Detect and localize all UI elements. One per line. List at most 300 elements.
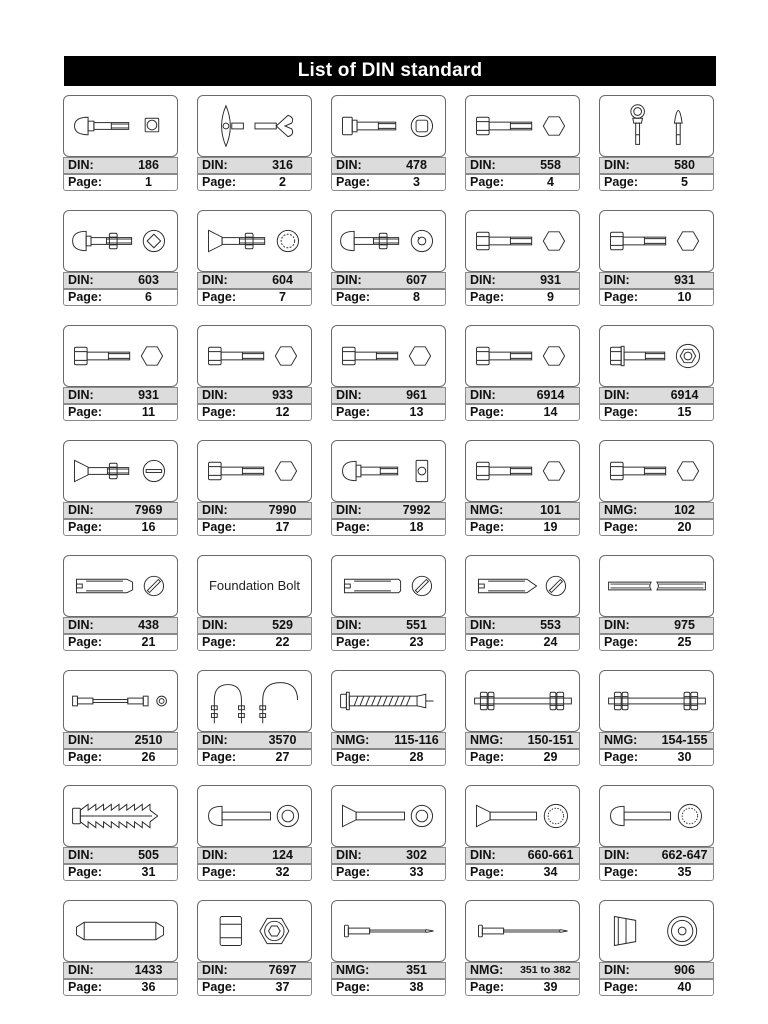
standard-number: 7990 bbox=[268, 503, 297, 517]
standard-row bbox=[599, 732, 714, 749]
wing-screw-icon bbox=[198, 96, 311, 156]
page-number: 22 bbox=[275, 635, 290, 649]
carriage-bolt-icon bbox=[64, 96, 177, 156]
page-number: 13 bbox=[409, 405, 424, 419]
hex-nut-icon bbox=[198, 901, 311, 961]
catalog-card bbox=[599, 785, 714, 881]
standard-number: 580 bbox=[674, 158, 695, 172]
page-row bbox=[465, 979, 580, 996]
illustration-box bbox=[331, 95, 446, 157]
illustration-box bbox=[599, 785, 714, 847]
pin-icon bbox=[64, 901, 177, 961]
standard-row bbox=[331, 962, 446, 979]
page-number: 29 bbox=[543, 750, 558, 764]
page-label: Page: bbox=[336, 635, 371, 649]
standard-number: 551 bbox=[406, 618, 427, 632]
standard-number: 154-155 bbox=[661, 733, 708, 747]
standard-number: 906 bbox=[674, 963, 695, 977]
catalog-card bbox=[331, 670, 446, 766]
page-label: Page: bbox=[68, 290, 103, 304]
illustration-box bbox=[331, 555, 446, 617]
sleeve-anchor-icon bbox=[332, 671, 445, 731]
standard-label: DIN: bbox=[68, 733, 94, 747]
page-row bbox=[63, 634, 178, 651]
illustration-box bbox=[599, 325, 714, 387]
illustration-box bbox=[599, 95, 714, 157]
illustration-box bbox=[599, 210, 714, 272]
page-label: Page: bbox=[336, 520, 371, 534]
standard-row bbox=[197, 387, 312, 404]
standard-label: DIN: bbox=[336, 618, 362, 632]
catalog-card bbox=[197, 325, 312, 421]
illustration-box bbox=[465, 670, 580, 732]
page-label: Page: bbox=[604, 865, 639, 879]
page-row bbox=[331, 174, 446, 191]
standard-label: DIN: bbox=[336, 388, 362, 402]
catalog-card bbox=[331, 555, 446, 651]
page-row bbox=[197, 519, 312, 536]
page-row bbox=[197, 979, 312, 996]
standard-label: NMG: bbox=[470, 733, 504, 747]
standard-number: 553 bbox=[540, 618, 561, 632]
page-row bbox=[599, 634, 714, 651]
illustration-box bbox=[331, 440, 446, 502]
standard-row bbox=[331, 157, 446, 174]
illustration-box bbox=[63, 440, 178, 502]
illustration-box bbox=[197, 440, 312, 502]
standard-row bbox=[599, 502, 714, 519]
catalog-card bbox=[63, 440, 178, 536]
slotted-set-screw-cone-icon bbox=[466, 556, 579, 616]
standard-number: 478 bbox=[406, 158, 427, 172]
standard-row bbox=[465, 387, 580, 404]
standard-label: DIN: bbox=[202, 963, 228, 977]
illustration-box bbox=[465, 555, 580, 617]
standard-label: DIN: bbox=[202, 618, 228, 632]
illustration-box bbox=[331, 325, 446, 387]
reduced-shank-stud-icon bbox=[64, 671, 177, 731]
hex-bolt-icon bbox=[198, 441, 311, 501]
page-label: Page: bbox=[470, 290, 505, 304]
standard-number: 1433 bbox=[134, 963, 163, 977]
catalog-card bbox=[465, 210, 580, 306]
standard-row bbox=[465, 157, 580, 174]
countersunk-rivet-icon bbox=[332, 786, 445, 846]
standard-row bbox=[197, 962, 312, 979]
standard-number: 933 bbox=[272, 388, 293, 402]
page-number: 21 bbox=[141, 635, 156, 649]
standard-number: 115-116 bbox=[394, 733, 439, 747]
standard-row bbox=[331, 502, 446, 519]
standard-number: 603 bbox=[138, 273, 159, 287]
page-number: 35 bbox=[677, 865, 692, 879]
standard-row bbox=[197, 617, 312, 634]
page-row bbox=[197, 864, 312, 881]
standard-row bbox=[197, 732, 312, 749]
standard-label: NMG: bbox=[470, 503, 504, 517]
hex-bolt-washer-icon bbox=[600, 326, 713, 386]
standard-row bbox=[63, 617, 178, 634]
page-number: 8 bbox=[413, 290, 420, 304]
illustration-box bbox=[63, 900, 178, 962]
standard-row bbox=[465, 502, 580, 519]
page-title: List of DIN standard bbox=[64, 56, 716, 86]
eye-bolt-icon bbox=[600, 96, 713, 156]
illustration-box bbox=[197, 95, 312, 157]
page-label: Page: bbox=[202, 290, 237, 304]
illustration-box bbox=[599, 670, 714, 732]
page-number: 37 bbox=[275, 980, 290, 994]
standard-number: 975 bbox=[674, 618, 695, 632]
standard-number: 7992 bbox=[402, 503, 431, 517]
standard-label: DIN: bbox=[604, 388, 630, 402]
page-row bbox=[465, 519, 580, 536]
page-label: Page: bbox=[470, 865, 505, 879]
illustration-box bbox=[465, 785, 580, 847]
square-head-bolt-icon bbox=[332, 96, 445, 156]
page-row bbox=[599, 289, 714, 306]
catalog-card bbox=[331, 95, 446, 191]
page-row bbox=[465, 864, 580, 881]
illustration-box bbox=[197, 785, 312, 847]
page-number: 1 bbox=[145, 175, 152, 189]
illustration-box bbox=[197, 210, 312, 272]
standard-number: 101 bbox=[540, 503, 561, 517]
page-row bbox=[331, 864, 446, 881]
illustration-box bbox=[197, 555, 312, 617]
standard-number: 6914 bbox=[536, 388, 565, 402]
illustration-box bbox=[331, 210, 446, 272]
round-head-rivet-dotted-icon bbox=[600, 786, 713, 846]
standard-label: DIN: bbox=[604, 158, 630, 172]
catalog-card bbox=[63, 785, 178, 881]
page-label: Page: bbox=[604, 980, 639, 994]
standard-label: DIN: bbox=[202, 733, 228, 747]
standard-number: 505 bbox=[138, 848, 159, 862]
page-number: 40 bbox=[677, 980, 692, 994]
slotted-set-screw-flat-icon bbox=[332, 556, 445, 616]
standard-label: DIN: bbox=[604, 848, 630, 862]
page-number: 33 bbox=[409, 865, 424, 879]
catalog-card bbox=[465, 900, 580, 996]
standard-label: NMG: bbox=[470, 963, 504, 977]
page-label: Page: bbox=[202, 635, 237, 649]
page-number: 7 bbox=[279, 290, 286, 304]
page-number: 39 bbox=[543, 980, 558, 994]
standard-row bbox=[331, 387, 446, 404]
catalog-card bbox=[331, 325, 446, 421]
standard-label: NMG: bbox=[336, 963, 370, 977]
page-label: Page: bbox=[336, 405, 371, 419]
page-label: Page: bbox=[470, 635, 505, 649]
page-label: Page: bbox=[202, 865, 237, 879]
illustration-box bbox=[599, 440, 714, 502]
standard-row bbox=[599, 617, 714, 634]
page-number: 20 bbox=[677, 520, 692, 534]
standard-label: DIN: bbox=[68, 963, 94, 977]
illustration-box bbox=[465, 440, 580, 502]
page-label: Page: bbox=[470, 520, 505, 534]
page-label: Page: bbox=[470, 175, 505, 189]
standard-number: 931 bbox=[138, 388, 159, 402]
page-row bbox=[197, 289, 312, 306]
page-number: 4 bbox=[547, 175, 554, 189]
catalog-card bbox=[599, 325, 714, 421]
page-number: 31 bbox=[141, 865, 156, 879]
standard-row bbox=[63, 962, 178, 979]
page-label: Page: bbox=[68, 520, 103, 534]
page-row bbox=[599, 749, 714, 766]
standard-label: DIN: bbox=[336, 503, 362, 517]
standard-row bbox=[331, 847, 446, 864]
hex-bolt-icon bbox=[600, 211, 713, 271]
standard-row bbox=[63, 847, 178, 864]
standard-number: 529 bbox=[272, 618, 293, 632]
standard-label: DIN: bbox=[202, 503, 228, 517]
standard-number: 662-647 bbox=[661, 848, 708, 862]
catalog-card bbox=[599, 670, 714, 766]
standard-number: 6914 bbox=[670, 388, 699, 402]
standard-row bbox=[63, 272, 178, 289]
countersunk-nib-bolt-nut-icon bbox=[198, 211, 311, 271]
standard-number: 351 to 382 bbox=[520, 964, 571, 976]
standard-label: DIN: bbox=[336, 273, 362, 287]
u-bolt-icon bbox=[198, 671, 311, 731]
page-row bbox=[197, 174, 312, 191]
standard-label: DIN: bbox=[336, 848, 362, 862]
standard-row bbox=[465, 732, 580, 749]
standard-number: 438 bbox=[138, 618, 159, 632]
illustration-box bbox=[197, 325, 312, 387]
illustration-box bbox=[63, 325, 178, 387]
catalog-card bbox=[197, 95, 312, 191]
illustration-box bbox=[63, 210, 178, 272]
catalog-card bbox=[599, 210, 714, 306]
page-number: 26 bbox=[141, 750, 156, 764]
page-number: 6 bbox=[145, 290, 152, 304]
page-number: 30 bbox=[677, 750, 692, 764]
blind-rivet-icon bbox=[466, 901, 579, 961]
hex-bolt-icon bbox=[600, 441, 713, 501]
standard-label: DIN: bbox=[68, 388, 94, 402]
page-row bbox=[63, 519, 178, 536]
page-label: Page: bbox=[604, 405, 639, 419]
mushroom-head-bolt-nut-icon bbox=[64, 211, 177, 271]
standard-label: DIN: bbox=[202, 848, 228, 862]
standard-label: DIN: bbox=[604, 618, 630, 632]
countersunk-slotted-bolt-nut-icon bbox=[64, 441, 177, 501]
page-number: 19 bbox=[543, 520, 558, 534]
hex-bolt-icon bbox=[466, 96, 579, 156]
standard-label: DIN: bbox=[68, 848, 94, 862]
standard-row bbox=[599, 387, 714, 404]
page-number: 38 bbox=[409, 980, 424, 994]
cup-head-nib-bolt-nut-icon bbox=[332, 211, 445, 271]
page-row bbox=[465, 289, 580, 306]
page-row bbox=[331, 519, 446, 536]
illustration-caption: Foundation Bolt bbox=[208, 577, 301, 593]
page-label: Page: bbox=[336, 175, 371, 189]
standard-row bbox=[465, 962, 580, 979]
catalog-card bbox=[197, 555, 312, 651]
page-number: 27 bbox=[275, 750, 290, 764]
standard-number: 124 bbox=[272, 848, 293, 862]
standard-label: DIN: bbox=[68, 158, 94, 172]
standard-number: 7697 bbox=[268, 963, 297, 977]
standard-row bbox=[331, 732, 446, 749]
standard-label: DIN: bbox=[470, 848, 496, 862]
hex-bolt-icon bbox=[64, 326, 177, 386]
page-label: Page: bbox=[604, 520, 639, 534]
standard-label: DIN: bbox=[470, 273, 496, 287]
standard-label: DIN: bbox=[604, 273, 630, 287]
standard-label: DIN: bbox=[604, 963, 630, 977]
pipe-plug-icon bbox=[600, 901, 713, 961]
page-row bbox=[63, 289, 178, 306]
page-label: Page: bbox=[68, 635, 103, 649]
page-label: Page: bbox=[202, 175, 237, 189]
catalog-card bbox=[63, 325, 178, 421]
standard-number: 961 bbox=[406, 388, 427, 402]
page-label: Page: bbox=[202, 750, 237, 764]
stud-bolt-nuts-icon bbox=[466, 671, 579, 731]
page-label: Page: bbox=[470, 405, 505, 419]
threaded-rod-icon bbox=[600, 556, 713, 616]
catalog-card bbox=[63, 900, 178, 996]
wall-plug-icon bbox=[64, 786, 177, 846]
hex-bolt-icon bbox=[466, 441, 579, 501]
hex-bolt-icon bbox=[466, 211, 579, 271]
standard-label: DIN: bbox=[202, 273, 228, 287]
standard-row bbox=[63, 502, 178, 519]
page-row bbox=[197, 749, 312, 766]
page-number: 14 bbox=[543, 405, 558, 419]
page-label: Page: bbox=[202, 405, 237, 419]
standard-number: 607 bbox=[406, 273, 427, 287]
slotted-set-screw-dog-icon bbox=[64, 556, 177, 616]
catalog-card bbox=[465, 95, 580, 191]
catalog-card bbox=[465, 785, 580, 881]
standard-label: DIN: bbox=[470, 388, 496, 402]
standard-label: DIN: bbox=[68, 273, 94, 287]
page-number: 5 bbox=[681, 175, 688, 189]
page-label: Page: bbox=[336, 750, 371, 764]
standard-row bbox=[599, 157, 714, 174]
standard-row bbox=[197, 272, 312, 289]
catalog-card bbox=[63, 95, 178, 191]
illustration-box bbox=[197, 900, 312, 962]
illustration-box bbox=[599, 900, 714, 962]
standard-row bbox=[197, 157, 312, 174]
page-row bbox=[331, 404, 446, 421]
page-row bbox=[599, 519, 714, 536]
countersunk-rivet-dotted-icon bbox=[466, 786, 579, 846]
standard-row bbox=[197, 502, 312, 519]
blind-rivet-icon bbox=[332, 901, 445, 961]
standard-row bbox=[465, 272, 580, 289]
standard-label: NMG: bbox=[604, 503, 638, 517]
page-row bbox=[197, 404, 312, 421]
page-label: Page: bbox=[470, 980, 505, 994]
page-row bbox=[197, 634, 312, 651]
standard-row bbox=[63, 732, 178, 749]
standard-row bbox=[63, 157, 178, 174]
catalog-card bbox=[197, 785, 312, 881]
illustration-box bbox=[465, 95, 580, 157]
catalog-card bbox=[197, 900, 312, 996]
illustration-box bbox=[331, 785, 446, 847]
standard-row bbox=[331, 272, 446, 289]
page-label: Page: bbox=[68, 175, 103, 189]
page-label: Page: bbox=[202, 520, 237, 534]
catalog-card bbox=[63, 555, 178, 651]
page-number: 12 bbox=[275, 405, 290, 419]
square-head-bolt-slot-icon bbox=[332, 441, 445, 501]
page-number: 16 bbox=[141, 520, 156, 534]
standard-label: DIN: bbox=[202, 388, 228, 402]
standard-label: DIN: bbox=[336, 158, 362, 172]
illustration-box bbox=[63, 95, 178, 157]
catalog-card bbox=[599, 440, 714, 536]
page-label: Page: bbox=[68, 750, 103, 764]
page-number: 24 bbox=[543, 635, 558, 649]
catalog-card bbox=[465, 440, 580, 536]
catalog-card bbox=[197, 670, 312, 766]
page-row bbox=[331, 749, 446, 766]
page-row bbox=[63, 864, 178, 881]
catalog-card bbox=[465, 555, 580, 651]
standard-row bbox=[331, 617, 446, 634]
page-row bbox=[63, 404, 178, 421]
standard-number: 931 bbox=[540, 273, 561, 287]
catalog-card bbox=[63, 670, 178, 766]
page-number: 28 bbox=[409, 750, 424, 764]
page-number: 2 bbox=[279, 175, 286, 189]
illustration-box bbox=[465, 900, 580, 962]
page-row bbox=[465, 634, 580, 651]
page-number: 32 bbox=[275, 865, 290, 879]
illustration-box bbox=[63, 555, 178, 617]
page-label: Page: bbox=[470, 750, 505, 764]
standard-number: 102 bbox=[674, 503, 695, 517]
standard-number: 2510 bbox=[134, 733, 163, 747]
standard-label: NMG: bbox=[604, 733, 638, 747]
page-row bbox=[599, 864, 714, 881]
page-row bbox=[63, 749, 178, 766]
page-number: 3 bbox=[413, 175, 420, 189]
page-number: 15 bbox=[677, 405, 692, 419]
illustration-box bbox=[331, 670, 446, 732]
page-label: Page: bbox=[68, 405, 103, 419]
page-row bbox=[331, 289, 446, 306]
standard-number: 316 bbox=[272, 158, 293, 172]
standard-row bbox=[599, 962, 714, 979]
page-label: Page: bbox=[604, 635, 639, 649]
page-number: 17 bbox=[275, 520, 290, 534]
page-row bbox=[331, 979, 446, 996]
catalog-card bbox=[599, 95, 714, 191]
page-number: 10 bbox=[677, 290, 692, 304]
standard-label: DIN: bbox=[202, 158, 228, 172]
catalog-card bbox=[599, 900, 714, 996]
catalog-card bbox=[331, 900, 446, 996]
page-number: 18 bbox=[409, 520, 424, 534]
page-row bbox=[599, 174, 714, 191]
standard-number: 186 bbox=[138, 158, 159, 172]
standards-grid bbox=[63, 95, 714, 996]
catalog-card bbox=[465, 325, 580, 421]
page-number: 9 bbox=[547, 290, 554, 304]
